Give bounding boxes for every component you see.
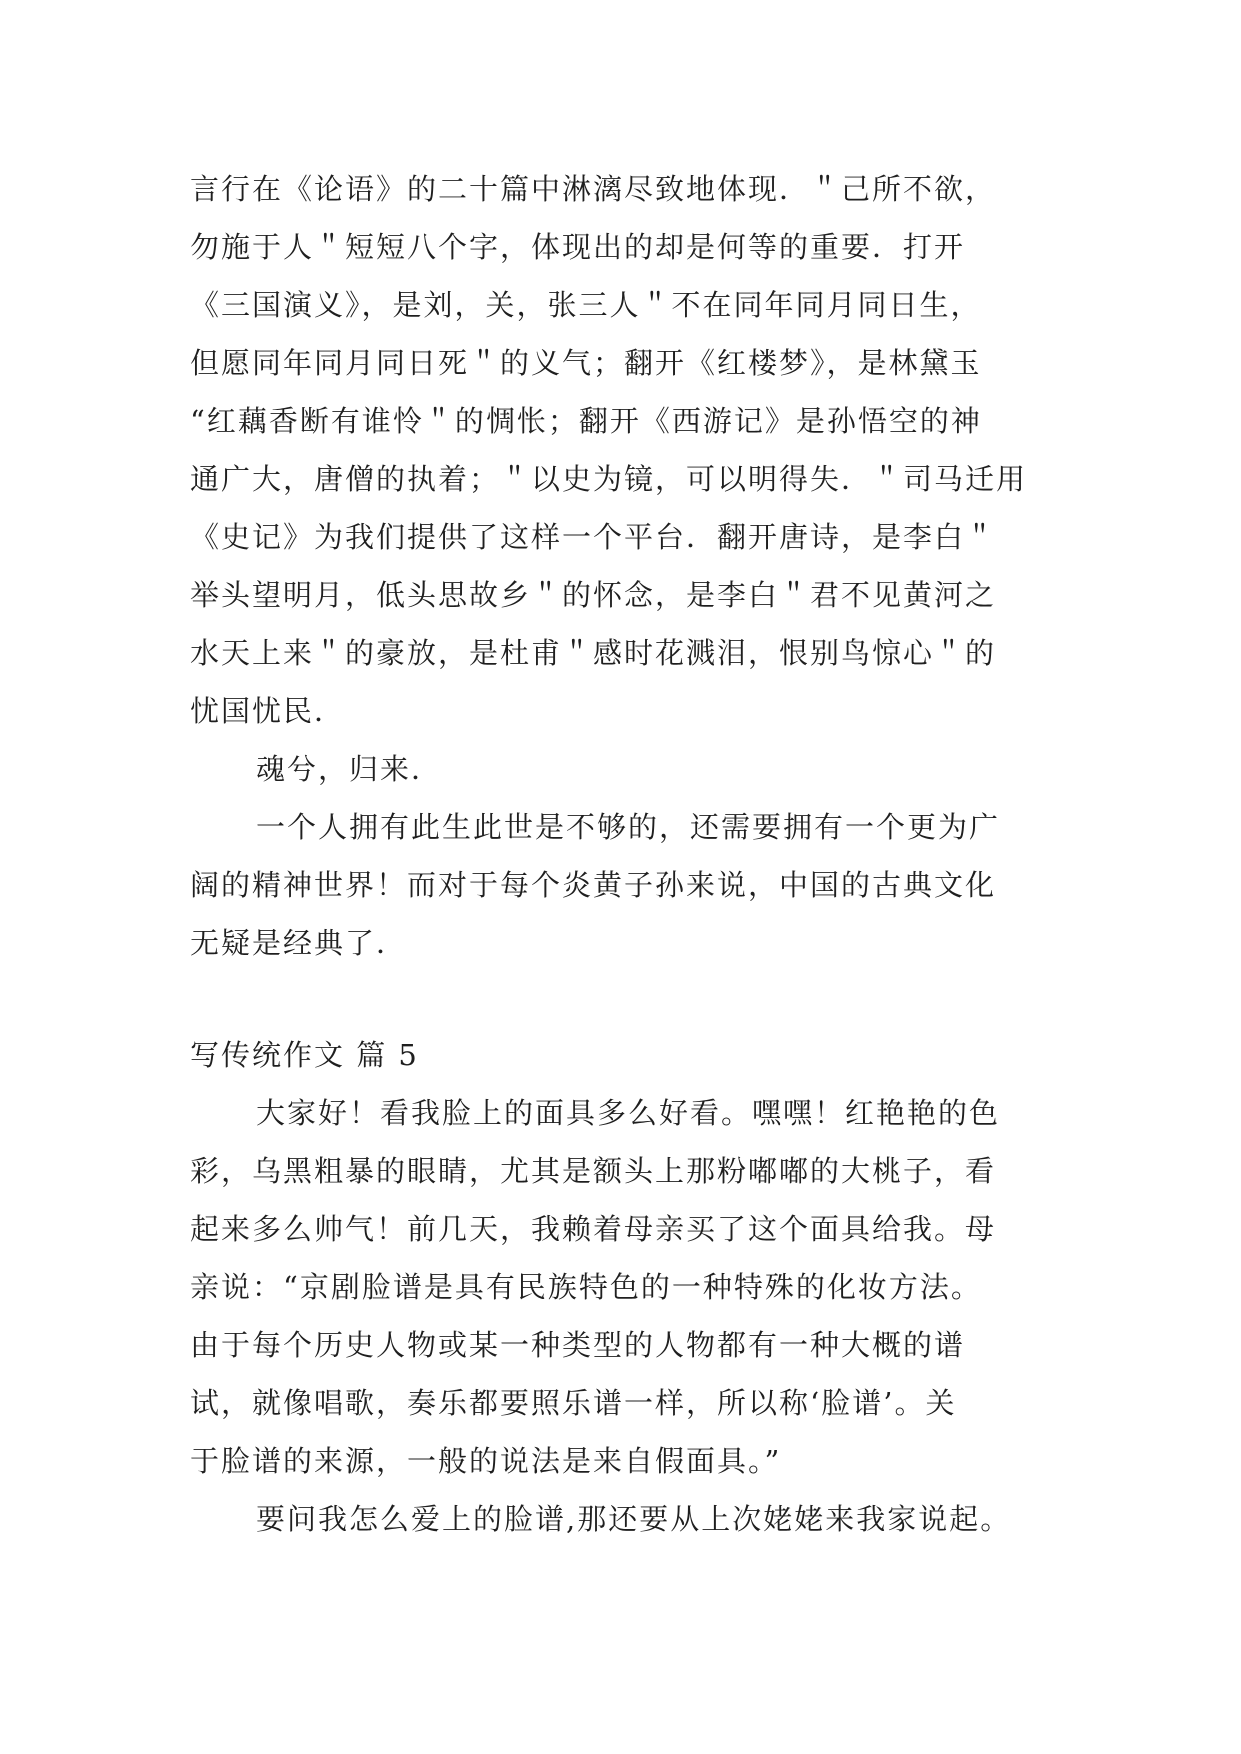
text-line: 由于每个历史人物或某一种类型的人物都有一种大概的谱 (190, 1328, 966, 1362)
text-line: 魂兮，归来． (256, 752, 443, 786)
essay-5-body (190, 1084, 1050, 1548)
essay-body-part-1 (190, 160, 1050, 972)
text-line: 阔的精神世界！而对于每个炎黄子孙来说，中国的古典文化 (190, 868, 997, 902)
text-line: 彩，乌黑粗暴的眼睛，尤其是额头上那粉嘟嘟的大桃子，看 (190, 1154, 997, 1188)
section-heading: 写传统作文 篇 5 (190, 1038, 419, 1072)
text-line: 一个人拥有此生此世是不够的，还需要拥有一个更为广 (256, 810, 1001, 844)
text-line: 举头望明月，低头思故乡＂的怀念，是李白＂君不见黄河之 (190, 578, 997, 612)
text-line: 忧国忧民． (190, 694, 346, 728)
text-line: 试，就像唱歌，奏乐都要照乐谱一样，所以称‘脸谱’。关 (190, 1386, 957, 1420)
text-line: 言行在《论语》的二十篇中淋漓尽致地体现．＂己所不欲， (190, 172, 997, 206)
text-line: 《史记》为我们提供了这样一个平台．翻开唐诗，是李白＂ (190, 520, 997, 554)
text-line: “红藕香断有谁怜＂的惆怅；翻开《西游记》是孙悟空的神 (190, 404, 982, 438)
text-line: 于脸谱的来源，一般的说法是来自假面具。” (190, 1444, 782, 1478)
text-line: 《三国演义》，是刘，关，张三人＂不在同年同月同日生， (190, 288, 982, 322)
text-line: 但愿同年同月同日死＂的义气；翻开《红楼梦》，是林黛玉 (190, 346, 982, 380)
text-line: 大家好！看我脸上的面具多么好看。嘿嘿！红艳艳的色 (256, 1096, 1001, 1130)
text-line: 勿施于人＂短短八个字，体现出的却是何等的重要．打开 (190, 230, 966, 264)
text-line: 起来多么帅气！前几天，我赖着母亲买了这个面具给我。母 (190, 1212, 997, 1246)
text-line: 要问我怎么爱上的脸谱,那还要从上次姥姥来我家说起。 (256, 1502, 1012, 1536)
text-line: 水天上来＂的豪放，是杜甫＂感时花溅泪，恨别鸟惊心＂的 (190, 636, 997, 670)
text-line: 通广大，唐僧的执着；＂以史为镜，可以明得失．＂司马迁用 (190, 462, 1028, 496)
text-line: 无疑是经典了． (190, 926, 408, 960)
text-line: 亲说：“京剧脸谱是具有民族特色的一种特殊的化妆方法。 (190, 1270, 982, 1304)
